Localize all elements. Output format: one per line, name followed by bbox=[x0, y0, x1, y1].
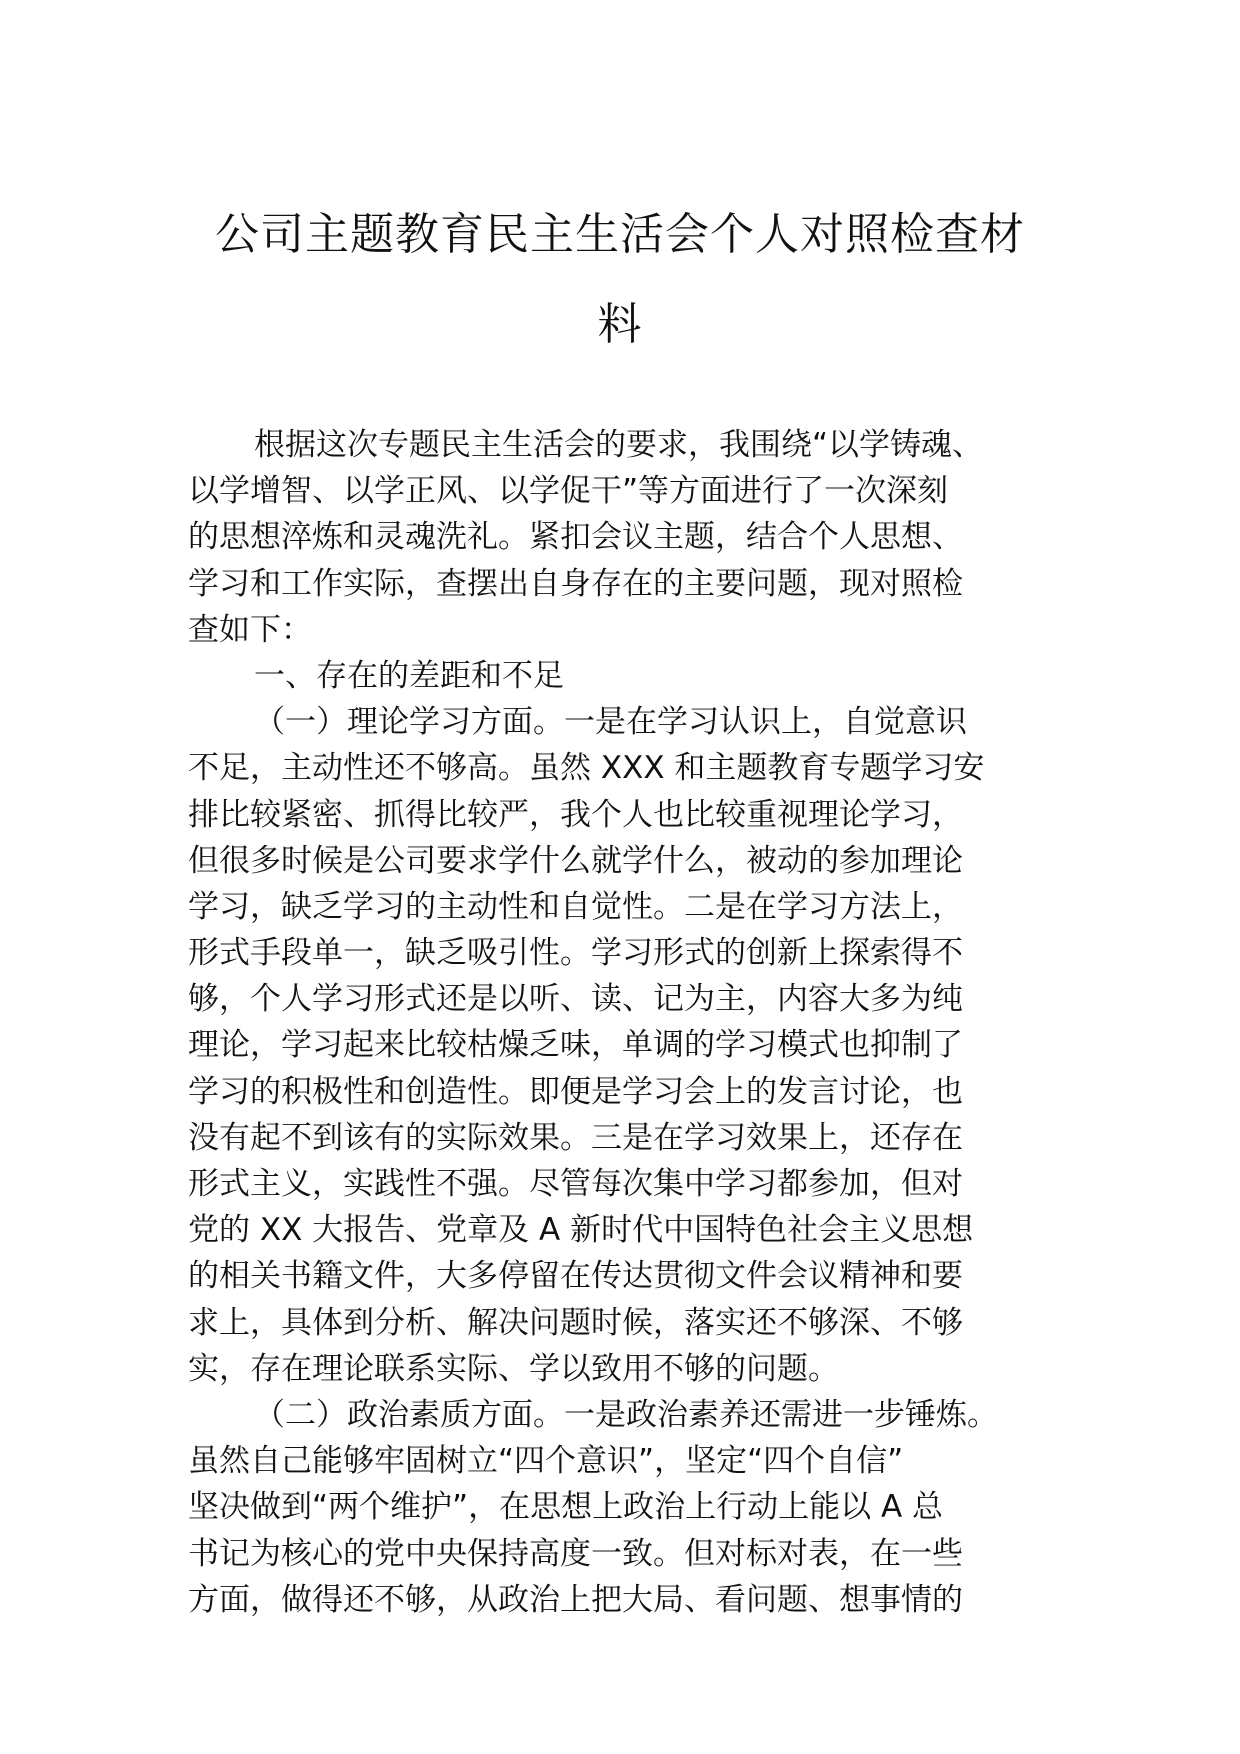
text-line: 够，个人学习形式还是以听、读、记为主，内容大多为纯 bbox=[188, 981, 963, 1018]
text-line: 根据这次专题民主生活会的要求，我围绕“以学铸魂、 bbox=[254, 427, 984, 463]
text-line: 求上，具体到分析、解决问题时候，落实还不够深、不够 bbox=[188, 1304, 963, 1341]
text-line: 没有起不到该有的实际效果。三是在学习效果上，还存在 bbox=[188, 1119, 963, 1156]
text-line: 查如下： bbox=[188, 611, 312, 648]
text-line: 方面，做得还不够，从政治上把大局、看问题、想事情的 bbox=[188, 1581, 963, 1618]
text-line: 学习和工作实际，查摆出自身存在的主要问题，现对照检 bbox=[188, 565, 963, 602]
text-line: 形式主义，实践性不强。尽管每次集中学习都参加，但对 bbox=[188, 1166, 963, 1202]
document-title bbox=[170, 190, 1070, 370]
title-line-1: 公司主题教育民主生活会个人对照检查材 bbox=[215, 209, 1025, 260]
text-line: 虽然自己能够牢固树立“四个意识”，坚定“四个自信” bbox=[188, 1443, 904, 1480]
text-line: 的思想淬炼和灵魂洗礼。紧扣会议主题，结合个人思想、 bbox=[188, 519, 963, 556]
document-body bbox=[188, 422, 1068, 1623]
text-line: 不足，主动性还不够高。虽然 XXX 和主题教育专题学习安 bbox=[188, 750, 985, 787]
text-line: 实，存在理论联系实际、学以致用不够的问题。 bbox=[188, 1350, 839, 1387]
text-line: 书记为核心的党中央保持高度一致。但对标对表，在一些 bbox=[188, 1535, 963, 1572]
section-heading: 一、存在的差距和不足 bbox=[254, 657, 564, 694]
text-line: 但很多时候是公司要求学什么就学什么，被动的参加理论 bbox=[188, 842, 963, 879]
text-line: 排比较紧密、抓得比较严，我个人也比较重视理论学习， bbox=[188, 796, 963, 833]
text-line: （一）理论学习方面。一是在学习认识上，自觉意识 bbox=[254, 704, 967, 741]
text-line: 学习，缺乏学习的主动性和自觉性。二是在学习方法上， bbox=[188, 888, 963, 925]
text-line: 以学增智、以学正风、以学促干”等方面进行了一次深刻 bbox=[188, 473, 949, 510]
text-line: 理论，学习起来比较枯燥乏味，单调的学习模式也抑制了 bbox=[188, 1027, 963, 1064]
title-line-2: 料 bbox=[597, 299, 643, 350]
text-line: （二）政治素质方面。一是政治素养还需进一步锤炼。 bbox=[254, 1396, 998, 1433]
text-line: 的相关书籍文件，大多停留在传达贯彻文件会议精神和要 bbox=[188, 1258, 963, 1295]
text-line: 坚决做到“两个维护”，在思想上政治上行动上能以 A 总 bbox=[188, 1489, 944, 1526]
text-line: 学习的积极性和创造性。即便是学习会上的发言讨论，也 bbox=[188, 1073, 963, 1110]
text-line: 形式手段单一，缺乏吸引性。学习形式的创新上探索得不 bbox=[188, 935, 963, 972]
text-line: 党的 XX 大报告、党章及 A 新时代中国特色社会主义思想 bbox=[188, 1212, 974, 1249]
